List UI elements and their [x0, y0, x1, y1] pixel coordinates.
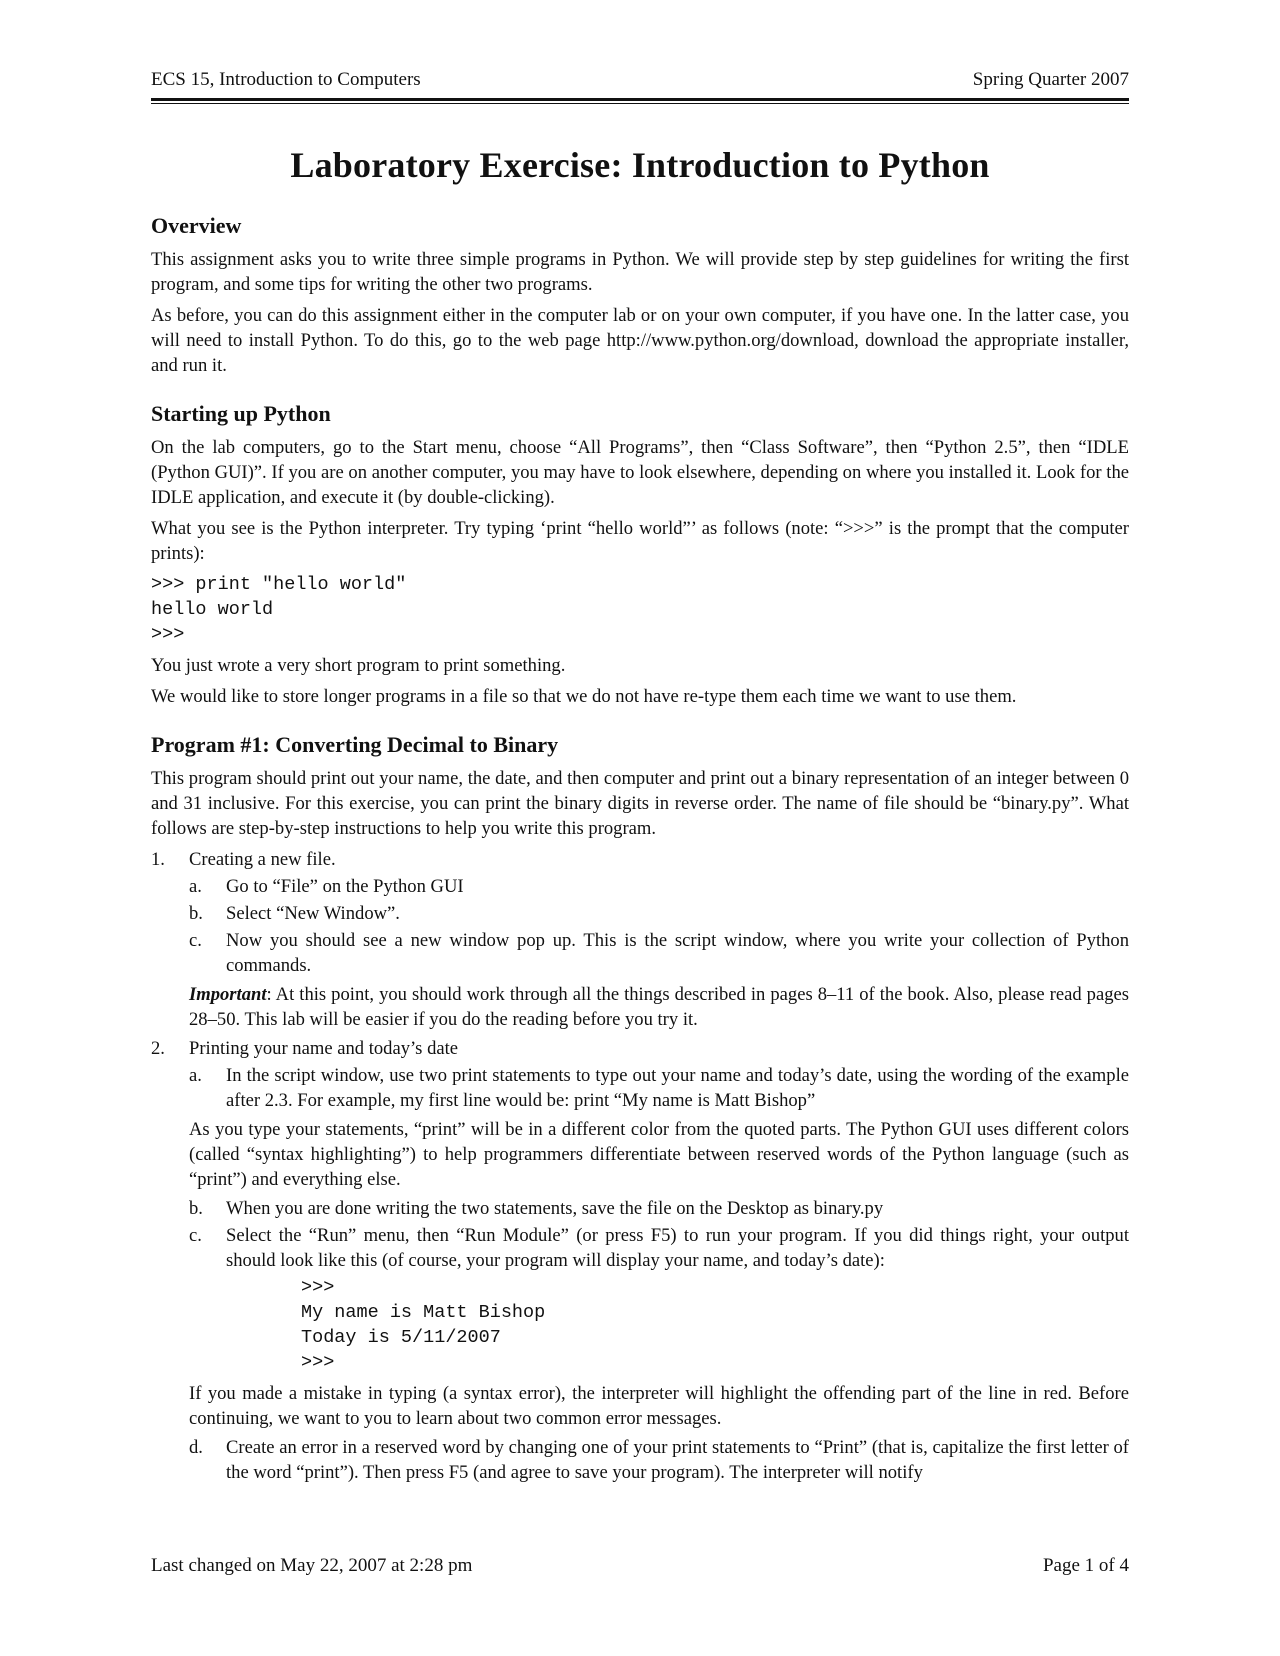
substep-list [189, 1063, 1129, 1113]
document-page [151, 68, 1129, 1507]
paragraph: We would like to store longer programs in a file so that we do not have re-type them each time we want to use them. [151, 686, 1017, 707]
page-title: Laboratory Exercise: Introduction to Python [290, 145, 990, 185]
substep-text: Select “New Window”. [226, 903, 400, 924]
section-heading: Overview [151, 213, 242, 238]
substep-list [189, 1435, 1129, 1485]
running-header [151, 68, 1129, 92]
course-title: ECS 15, Introduction to Computers [151, 69, 421, 90]
substep-text: Go to “File” on the Python GUI [226, 876, 464, 897]
code-block: >>> print "hello world" hello world >>> [151, 574, 407, 645]
paragraph: What you see is the Python interpreter. Try typing ‘print “hello world”’ as follows (note: “>>>” is the prompt that the computer prints): [151, 518, 1129, 564]
substep-item [189, 901, 1129, 926]
step-label: Printing your name and today’s date [189, 1038, 459, 1059]
substep-list [189, 1196, 1129, 1375]
paragraph: This assignment asks you to write three simple programs in Python. We will provide step by step guidelines for writing the first program, and some tips for writing the other two programs. [151, 249, 1129, 295]
important-text: : At this point, you should work through all the things described in pages 8–11 of the book. Also, please read pages 28–50. This lab will be easier if you do the reading before you try it. [189, 984, 1129, 1030]
step-number: 1. [151, 849, 165, 870]
substep-item [189, 928, 1129, 978]
term: Spring Quarter 2007 [972, 69, 1129, 90]
substep-letter: d. [189, 1437, 203, 1458]
substep-letter: a. [189, 1065, 202, 1086]
step-list [151, 847, 1129, 1485]
substep-letter: c. [189, 930, 202, 951]
substep-item [189, 1063, 1129, 1113]
substep-text: When you are done writing the two statements, save the file on the Desktop as binary.py [226, 1198, 884, 1219]
substep-letter: b. [189, 1198, 203, 1219]
substep-text: Now you should see a new window pop up. This is the script window, where you write your collection of Python commands. [226, 930, 1129, 976]
substep-text: Select the “Run” menu, then “Run Module” (or press F5) to run your program. If you did things right, your output should look like this (of course, your program will display your name, and today’s date): [226, 1225, 1129, 1271]
page-footer [151, 1554, 1129, 1578]
paragraph: As before, you can do this assignment either in the computer lab or on your own computer, if you have one. In the latter case, you will need to install Python. To do this, go to the web page http://www.python.org/download, download the appropriate installer, and run it. [151, 305, 1129, 376]
paragraph: On the lab computers, go to the Start menu, choose “All Programs”, then “Class Software”, then “Python 2.5”, then “IDLE (Python GUI)”. If you are on another computer, you may have to look elsewhere, depending on where you installed it. Look for the IDLE application, and execute it (by double-clicking). [151, 437, 1129, 508]
substep-item [189, 874, 1129, 899]
step-item [151, 847, 1129, 1032]
substep-item [189, 1435, 1129, 1485]
last-changed: Last changed on May 22, 2007 at 2:28 pm [151, 1555, 473, 1576]
section-overview [151, 212, 1129, 378]
note-paragraph: If you made a mistake in typing (a syntax error), the interpreter will highlight the offending part of the line in red. Before continuing, we want to you to learn about two common error messages. [189, 1383, 1129, 1429]
note-paragraph: As you type your statements, “print” will be in a different color from the quoted parts. The Python GUI uses different colors (called “syntax highlighting”) to help programmers differentiate between reserved words of the Python language (such as “print”) and everything else. [189, 1119, 1129, 1190]
substep-letter: a. [189, 876, 202, 897]
section-heading: Starting up Python [151, 401, 331, 426]
paragraph: This program should print out your name, the date, and then computer and print out a binary representation of an integer between 0 and 31 inclusive. For this exercise, you can print the binary digits in reverse order. The name of file should be “binary.py”. What follows are step-by-step instructions to help you write this program. [151, 768, 1129, 839]
substep-item [189, 1196, 1129, 1221]
section-program-1 [151, 731, 1129, 1485]
substep-text: Create an error in a reserved word by changing one of your print statements to “Print” (that is, capitalize the first letter of the word “print”). Then press F5 (and agree to save your program). The interpreter will notify [226, 1437, 1129, 1483]
substep-item [189, 1223, 1129, 1375]
section-starting-python [151, 400, 1129, 709]
important-label: Important [189, 984, 267, 1005]
important-note [189, 982, 1129, 1032]
step-number: 2. [151, 1038, 165, 1059]
page-number: Page 1 of 4 [1042, 1555, 1129, 1576]
paragraph: You just wrote a very short program to print something. [151, 655, 566, 676]
header-rule [151, 98, 1129, 101]
code-block: >>> My name is Matt Bishop Today is 5/11/2007 >>> [301, 1277, 546, 1373]
substep-list [189, 874, 1129, 978]
substep-text: In the script window, use two print statements to type out your name and today’s date, using the wording of the example after 2.3. For example, my first line would be: print “My name is Matt Bishop” [226, 1065, 1129, 1111]
step-item [151, 1036, 1129, 1485]
header-rule-thin [151, 103, 1129, 104]
substep-letter: c. [189, 1225, 202, 1246]
substep-letter: b. [189, 903, 203, 924]
section-heading: Program #1: Converting Decimal to Binary [151, 732, 559, 757]
step-label: Creating a new file. [189, 849, 336, 870]
